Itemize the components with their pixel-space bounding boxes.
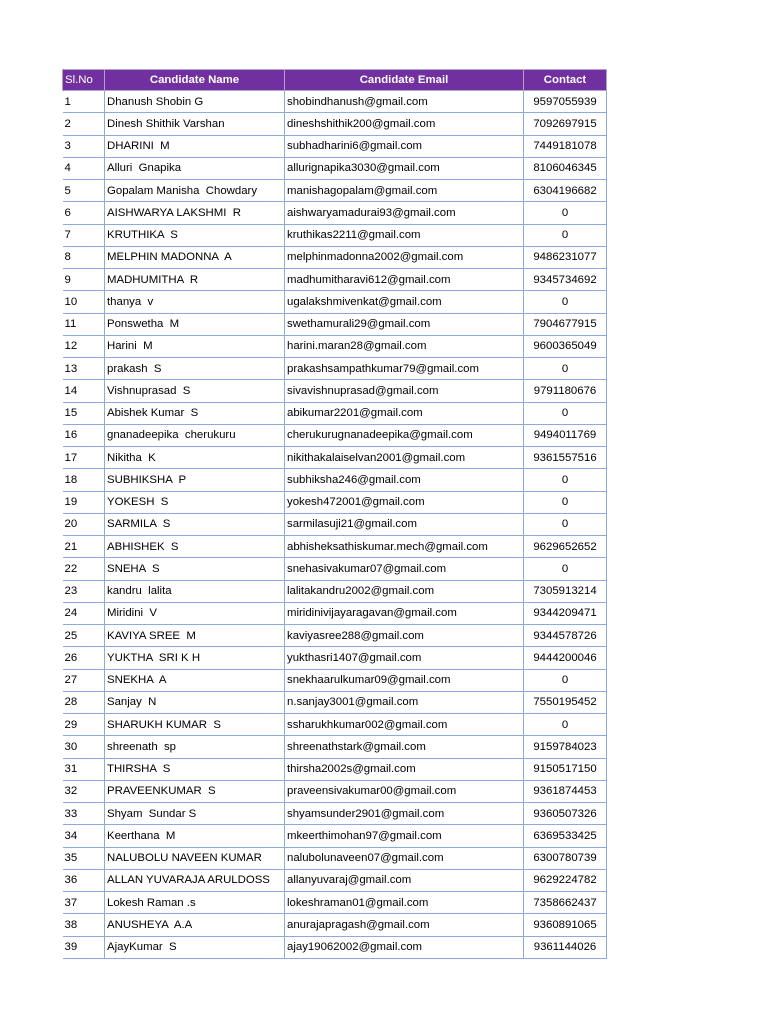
cell-contact: 9494011769 <box>524 424 607 446</box>
cell-candidate-name: shreenath sp <box>105 736 285 758</box>
cell-candidate-name: Nikitha K <box>105 447 285 469</box>
cell-sl-no: 28 <box>63 691 105 713</box>
header-candidate-email: Candidate Email <box>285 70 524 91</box>
cell-candidate-name: Dhanush Shobin G <box>105 91 285 113</box>
cell-candidate-name: Dinesh Shithik Varshan <box>105 113 285 135</box>
cell-candidate-name: SNEKHA A <box>105 669 285 691</box>
cell-contact: 0 <box>524 402 607 424</box>
cell-sl-no: 39 <box>63 936 105 958</box>
table-row <box>63 135 607 157</box>
cell-sl-no: 13 <box>63 358 105 380</box>
cell-sl-no: 20 <box>63 513 105 535</box>
table-row <box>63 224 607 246</box>
table-row <box>63 625 607 647</box>
cell-sl-no: 27 <box>63 669 105 691</box>
cell-candidate-name: Lokesh Raman .s <box>105 892 285 914</box>
cell-candidate-name: SARMILA S <box>105 513 285 535</box>
table-row <box>63 691 607 713</box>
cell-candidate-email: subhiksha246@gmail.com <box>285 469 524 491</box>
table-row <box>63 291 607 313</box>
cell-candidate-name: ABHISHEK S <box>105 536 285 558</box>
cell-sl-no: 12 <box>63 335 105 357</box>
cell-contact: 9629224782 <box>524 869 607 891</box>
table-body <box>63 91 607 959</box>
table-row <box>63 580 607 602</box>
cell-contact: 9597055939 <box>524 91 607 113</box>
cell-candidate-name: AjayKumar S <box>105 936 285 958</box>
cell-candidate-email: sarmilasuji21@gmail.com <box>285 513 524 535</box>
cell-contact: 0 <box>524 714 607 736</box>
table-row <box>63 869 607 891</box>
cell-candidate-email: swethamurali29@gmail.com <box>285 313 524 335</box>
cell-sl-no: 25 <box>63 625 105 647</box>
cell-sl-no: 26 <box>63 647 105 669</box>
table-row <box>63 380 607 402</box>
cell-contact: 6304196682 <box>524 180 607 202</box>
cell-contact: 9486231077 <box>524 246 607 268</box>
cell-candidate-email: madhumitharavi612@gmail.com <box>285 269 524 291</box>
cell-sl-no: 37 <box>63 892 105 914</box>
cell-candidate-email: kaviyasree288@gmail.com <box>285 625 524 647</box>
cell-sl-no: 6 <box>63 202 105 224</box>
table-row <box>63 202 607 224</box>
cell-contact: 9360507326 <box>524 803 607 825</box>
table-row <box>63 602 607 624</box>
cell-contact: 7358662437 <box>524 892 607 914</box>
table-row <box>63 892 607 914</box>
cell-contact: 7449181078 <box>524 135 607 157</box>
cell-contact: 6369533425 <box>524 825 607 847</box>
cell-contact: 9361874453 <box>524 780 607 802</box>
table-row <box>63 536 607 558</box>
cell-candidate-email: allurignapika3030@gmail.com <box>285 157 524 179</box>
cell-candidate-name: KAVIYA SREE M <box>105 625 285 647</box>
cell-contact: 9345734692 <box>524 269 607 291</box>
table-row <box>63 647 607 669</box>
header-sl-no: Sl.No <box>63 70 105 91</box>
cell-sl-no: 35 <box>63 847 105 869</box>
cell-contact: 7305913214 <box>524 580 607 602</box>
cell-candidate-email: snekhaarulkumar09@gmail.com <box>285 669 524 691</box>
cell-candidate-email: nalubolunaveen07@gmail.com <box>285 847 524 869</box>
table-row <box>63 358 607 380</box>
cell-contact: 0 <box>524 513 607 535</box>
cell-candidate-name: ALLAN YUVARAJA ARULDOSS <box>105 869 285 891</box>
cell-sl-no: 8 <box>63 246 105 268</box>
cell-candidate-name: YUKTHA SRI K H <box>105 647 285 669</box>
cell-sl-no: 22 <box>63 558 105 580</box>
cell-sl-no: 33 <box>63 803 105 825</box>
cell-candidate-email: harini.maran28@gmail.com <box>285 335 524 357</box>
table-row <box>63 335 607 357</box>
cell-contact: 9361144026 <box>524 936 607 958</box>
cell-candidate-name: ANUSHEYA A.A <box>105 914 285 936</box>
cell-candidate-email: ajay19062002@gmail.com <box>285 936 524 958</box>
table-row <box>63 847 607 869</box>
table-row <box>63 91 607 113</box>
cell-candidate-email: abikumar2201@gmail.com <box>285 402 524 424</box>
cell-sl-no: 29 <box>63 714 105 736</box>
cell-candidate-email: kruthikas2211@gmail.com <box>285 224 524 246</box>
cell-contact: 0 <box>524 469 607 491</box>
cell-candidate-name: Sanjay N <box>105 691 285 713</box>
cell-contact: 7550195452 <box>524 691 607 713</box>
cell-contact: 0 <box>524 558 607 580</box>
header-row <box>63 70 607 91</box>
cell-contact: 0 <box>524 491 607 513</box>
cell-candidate-email: ssharukhkumar002@gmail.com <box>285 714 524 736</box>
cell-candidate-email: n.sanjay3001@gmail.com <box>285 691 524 713</box>
cell-candidate-email: lalitakandru2002@gmail.com <box>285 580 524 602</box>
cell-contact: 9360891065 <box>524 914 607 936</box>
header-candidate-name: Candidate Name <box>105 70 285 91</box>
cell-candidate-name: MELPHIN MADONNA A <box>105 246 285 268</box>
cell-contact: 9344209471 <box>524 602 607 624</box>
table-row <box>63 936 607 958</box>
cell-sl-no: 10 <box>63 291 105 313</box>
cell-sl-no: 14 <box>63 380 105 402</box>
header-contact: Contact <box>524 70 607 91</box>
cell-candidate-name: Harini M <box>105 335 285 357</box>
cell-candidate-email: manishagopalam@gmail.com <box>285 180 524 202</box>
cell-candidate-email: shobindhanush@gmail.com <box>285 91 524 113</box>
cell-contact: 6300780739 <box>524 847 607 869</box>
table-row <box>63 491 607 513</box>
cell-sl-no: 5 <box>63 180 105 202</box>
cell-candidate-name: prakash S <box>105 358 285 380</box>
cell-candidate-email: prakashsampathkumar79@gmail.com <box>285 358 524 380</box>
table-row <box>63 513 607 535</box>
cell-sl-no: 15 <box>63 402 105 424</box>
table-row <box>63 469 607 491</box>
cell-contact: 7904677915 <box>524 313 607 335</box>
table-row <box>63 758 607 780</box>
cell-contact: 9361557516 <box>524 447 607 469</box>
cell-sl-no: 11 <box>63 313 105 335</box>
cell-sl-no: 36 <box>63 869 105 891</box>
table-row <box>63 402 607 424</box>
table-row <box>63 714 607 736</box>
cell-candidate-email: allanyuvaraj@gmail.com <box>285 869 524 891</box>
cell-candidate-email: anurajapragash@gmail.com <box>285 914 524 936</box>
cell-sl-no: 24 <box>63 602 105 624</box>
cell-candidate-name: NALUBOLU NAVEEN KUMAR <box>105 847 285 869</box>
cell-sl-no: 18 <box>63 469 105 491</box>
cell-candidate-name: YOKESH S <box>105 491 285 513</box>
cell-sl-no: 32 <box>63 780 105 802</box>
cell-sl-no: 9 <box>63 269 105 291</box>
cell-sl-no: 2 <box>63 113 105 135</box>
cell-contact: 0 <box>524 669 607 691</box>
cell-candidate-email: cherukurugnanadeepika@gmail.com <box>285 424 524 446</box>
cell-candidate-email: lokeshraman01@gmail.com <box>285 892 524 914</box>
cell-candidate-name: Miridini V <box>105 602 285 624</box>
cell-contact: 9150517150 <box>524 758 607 780</box>
cell-sl-no: 34 <box>63 825 105 847</box>
cell-sl-no: 1 <box>63 91 105 113</box>
cell-candidate-name: kandru lalita <box>105 580 285 602</box>
table-row <box>63 180 607 202</box>
cell-candidate-email: yukthasri1407@gmail.com <box>285 647 524 669</box>
cell-candidate-name: SUBHIKSHA P <box>105 469 285 491</box>
cell-contact: 9159784023 <box>524 736 607 758</box>
table-row <box>63 803 607 825</box>
cell-candidate-name: AISHWARYA LAKSHMI R <box>105 202 285 224</box>
cell-contact: 0 <box>524 358 607 380</box>
cell-sl-no: 23 <box>63 580 105 602</box>
cell-candidate-name: SHARUKH KUMAR S <box>105 714 285 736</box>
cell-candidate-email: dineshshithik200@gmail.com <box>285 113 524 135</box>
cell-candidate-name: KRUTHIKA S <box>105 224 285 246</box>
cell-contact: 9600365049 <box>524 335 607 357</box>
table-row <box>63 914 607 936</box>
table-row <box>63 825 607 847</box>
table-row <box>63 558 607 580</box>
cell-contact: 9444200046 <box>524 647 607 669</box>
cell-candidate-name: THIRSHA S <box>105 758 285 780</box>
cell-candidate-name: Keerthana M <box>105 825 285 847</box>
table-row <box>63 157 607 179</box>
cell-candidate-email: abhisheksathiskumar.mech@gmail.com <box>285 536 524 558</box>
cell-candidate-name: Shyam Sundar S <box>105 803 285 825</box>
cell-contact: 7092697915 <box>524 113 607 135</box>
cell-candidate-email: melphinmadonna2002@gmail.com <box>285 246 524 268</box>
cell-sl-no: 21 <box>63 536 105 558</box>
cell-sl-no: 17 <box>63 447 105 469</box>
cell-candidate-name: Ponswetha M <box>105 313 285 335</box>
cell-candidate-name: Abishek Kumar S <box>105 402 285 424</box>
table-row <box>63 313 607 335</box>
cell-contact: 9629652652 <box>524 536 607 558</box>
cell-sl-no: 4 <box>63 157 105 179</box>
cell-contact: 8106046345 <box>524 157 607 179</box>
cell-candidate-name: Gopalam Manisha Chowdary <box>105 180 285 202</box>
cell-candidate-email: shreenathstark@gmail.com <box>285 736 524 758</box>
cell-sl-no: 19 <box>63 491 105 513</box>
cell-candidate-email: shyamsunder2901@gmail.com <box>285 803 524 825</box>
cell-candidate-name: gnanadeepika cherukuru <box>105 424 285 446</box>
table-row <box>63 269 607 291</box>
cell-candidate-name: SNEHA S <box>105 558 285 580</box>
cell-sl-no: 30 <box>63 736 105 758</box>
cell-candidate-email: snehasivakumar07@gmail.com <box>285 558 524 580</box>
table-row <box>63 736 607 758</box>
cell-candidate-email: praveensivakumar00@gmail.com <box>285 780 524 802</box>
cell-candidate-name: thanya v <box>105 291 285 313</box>
cell-contact: 0 <box>524 224 607 246</box>
cell-candidate-email: mkeerthimohan97@gmail.com <box>285 825 524 847</box>
cell-contact: 9791180676 <box>524 380 607 402</box>
cell-candidate-name: MADHUMITHA R <box>105 269 285 291</box>
cell-candidate-name: PRAVEENKUMAR S <box>105 780 285 802</box>
cell-contact: 0 <box>524 291 607 313</box>
cell-candidate-email: subhadharini6@gmail.com <box>285 135 524 157</box>
cell-candidate-email: miridinivijayaragavan@gmail.com <box>285 602 524 624</box>
cell-sl-no: 31 <box>63 758 105 780</box>
cell-candidate-email: sivavishnuprasad@gmail.com <box>285 380 524 402</box>
cell-candidate-name: Vishnuprasad S <box>105 380 285 402</box>
table-row <box>63 424 607 446</box>
table-row <box>63 113 607 135</box>
cell-candidate-email: aishwaryamadurai93@gmail.com <box>285 202 524 224</box>
cell-sl-no: 16 <box>63 424 105 446</box>
cell-candidate-email: nikithakalaiselvan2001@gmail.com <box>285 447 524 469</box>
table-row <box>63 246 607 268</box>
cell-sl-no: 3 <box>63 135 105 157</box>
table-row <box>63 447 607 469</box>
table-row <box>63 669 607 691</box>
cell-candidate-email: yokesh472001@gmail.com <box>285 491 524 513</box>
table-row <box>63 780 607 802</box>
cell-sl-no: 38 <box>63 914 105 936</box>
cell-candidate-email: ugalakshmivenkat@gmail.com <box>285 291 524 313</box>
candidate-table <box>62 69 607 959</box>
cell-contact: 0 <box>524 202 607 224</box>
cell-contact: 9344578726 <box>524 625 607 647</box>
cell-candidate-name: DHARINI M <box>105 135 285 157</box>
cell-candidate-name: Alluri Gnapika <box>105 157 285 179</box>
cell-sl-no: 7 <box>63 224 105 246</box>
cell-candidate-email: thirsha2002s@gmail.com <box>285 758 524 780</box>
